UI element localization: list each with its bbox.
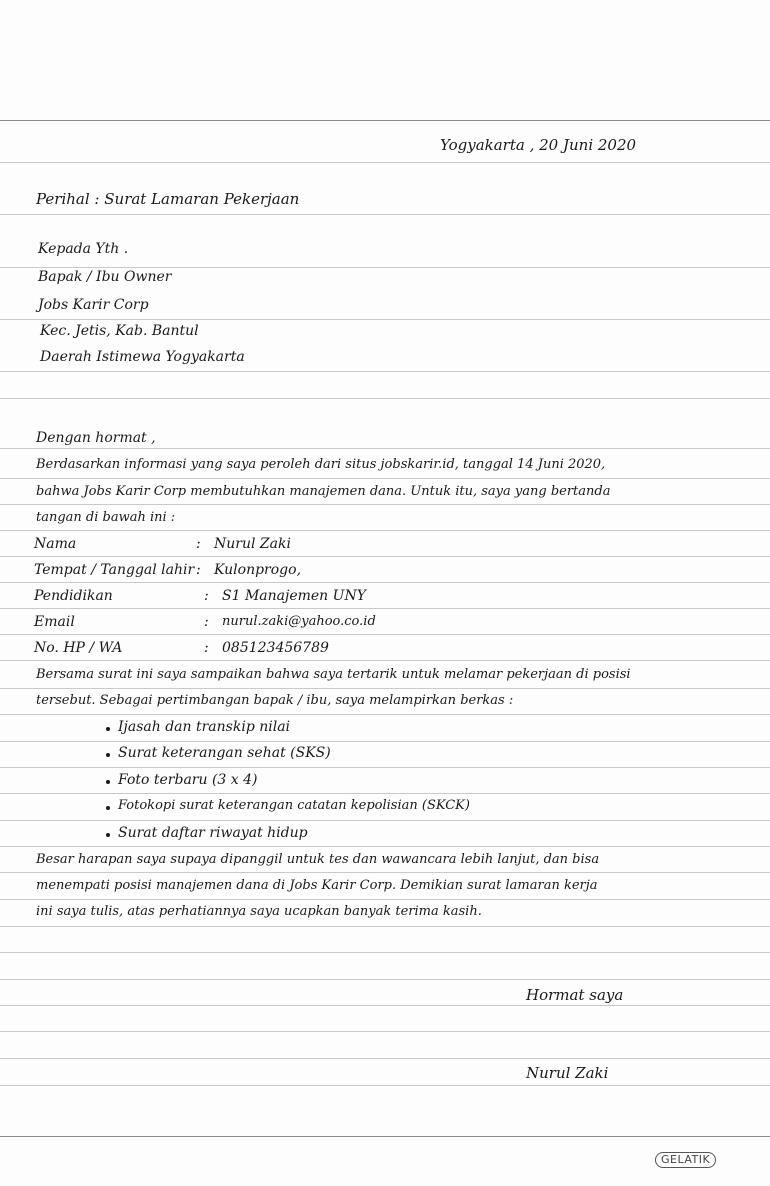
ruled-line [0,634,770,635]
ruled-line [0,371,770,372]
ruled-line [0,120,770,121]
signature-name: Nurul Zaki [526,1064,609,1082]
closing-line: Besar harapan saya supaya dipanggil untuk tes dan wawancara lebih lanjut, dan bisa [36,852,600,867]
recipient-line: Kec. Jetis, Kab. Bantul [40,323,199,339]
field-label: No. HP / WA [34,640,123,656]
ruled-line [0,741,770,742]
ruled-line [0,846,770,847]
field-value: 085123456789 [222,640,329,656]
ruled-line [0,1058,770,1059]
ruled-line [0,162,770,163]
statement-line: Bersama surat ini saya sampaikan bahwa saya tertarik untuk melamar pekerjaan di posisi [36,667,631,682]
field-label: Email [34,614,75,630]
recipient-line: Kepada Yth . [38,241,129,257]
intro-line: Berdasarkan informasi yang saya peroleh dari situs jobskarir.id, tanggal 14 Juni 2020, [36,457,606,472]
ruled-line [0,660,770,661]
ruled-line [0,1136,770,1137]
statement-line: tersebut. Sebagai pertimbangan bapak / ibu, saya melampirkan berkas : [36,693,514,708]
ruled-line [0,448,770,449]
ruled-line [0,767,770,768]
ruled-line [0,793,770,794]
greeting: Dengan hormat , [36,430,156,446]
field-label: Pendidikan [34,588,113,604]
field-value: Kulonprogo, [214,562,302,578]
field-colon: : [204,640,209,656]
field-colon: : [204,614,209,630]
recipient-line: Daerah Istimewa Yogyakarta [40,349,245,365]
letter-subject: Perihal : Surat Lamaran Pekerjaan [36,190,300,208]
intro-line: bahwa Jobs Karir Corp membutuhkan manajemen dana. Untuk itu, saya yang bertanda [36,484,611,499]
bullet-icon [106,806,110,810]
field-label: Tempat / Tanggal lahir [34,562,195,578]
ruled-line [0,1031,770,1032]
ruled-line [0,820,770,821]
ruled-line [0,556,770,557]
bullet-icon [106,753,110,757]
bullet-icon [106,833,110,837]
recipient-line: Bapak / Ibu Owner [38,269,172,285]
closing-line: ini saya tulis, atas perhatiannya saya ucapkan banyak terima kasih. [36,904,482,919]
field-colon: : [204,588,209,604]
ruled-line [0,979,770,980]
ruled-line [0,952,770,953]
attachment-item: Surat daftar riwayat hidup [118,825,308,841]
ruled-line [0,530,770,531]
ruled-line [0,872,770,873]
bullet-icon [106,780,110,784]
ruled-line [0,582,770,583]
attachment-item: Foto terbaru (3 x 4) [118,772,258,788]
ruled-line [0,899,770,900]
letter-date: Yogyakarta , 20 Juni 2020 [440,136,637,154]
attachment-item: Surat keterangan sehat (SKS) [118,745,331,761]
ruled-line [0,478,770,479]
watermark-badge: GELATIK [655,1152,716,1168]
bullet-icon [106,727,110,731]
ruled-line [0,1085,770,1086]
ruled-line [0,1005,770,1006]
sign-off: Hormat saya [526,986,624,1004]
field-value: Nurul Zaki [214,536,291,552]
closing-line: menempati posisi manajemen dana di Jobs Karir Corp. Demikian surat lamaran kerja [36,878,598,893]
field-value: nurul.zaki@yahoo.co.id [222,614,376,629]
attachment-item: Fotokopi surat keterangan catatan kepolisian (SKCK) [118,798,470,813]
field-colon: : [196,536,201,552]
ruled-line [0,504,770,505]
ruled-line [0,214,770,215]
field-label: Nama [34,536,77,552]
recipient-line: Jobs Karir Corp [38,297,149,313]
ruled-line [0,319,770,320]
field-value: S1 Manajemen UNY [222,588,366,604]
ruled-line [0,398,770,399]
ruled-line [0,714,770,715]
ruled-line [0,608,770,609]
intro-line: tangan di bawah ini : [36,510,176,525]
attachment-item: Ijasah dan transkip nilai [118,719,291,735]
ruled-line [0,926,770,927]
field-colon: : [196,562,201,578]
ruled-line [0,688,770,689]
